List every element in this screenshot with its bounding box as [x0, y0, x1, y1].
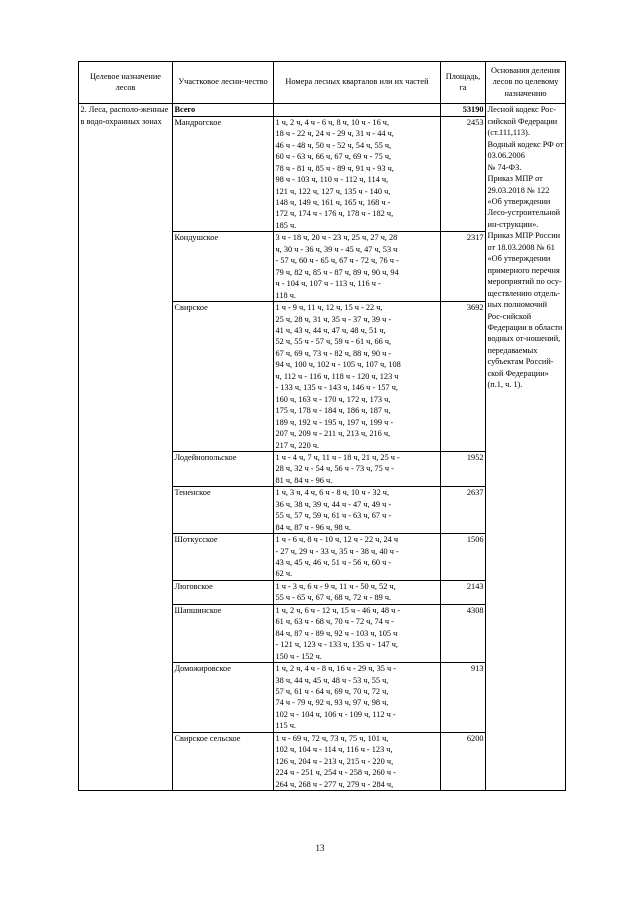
- quarter-line: 36 ч, 38 ч, 39 ч, 44 ч - 47 ч, 49 ч -: [275, 499, 392, 509]
- forestry-name: Шапшинское: [173, 604, 274, 662]
- area-value: 2143: [441, 580, 486, 604]
- forestry-name: Люговское: [173, 580, 274, 604]
- quarter-line: 25 ч, 28 ч, 31 ч, 35 ч - 37 ч, 39 ч -: [275, 314, 392, 324]
- quarter-numbers: [274, 232, 441, 302]
- quarter-numbers: [274, 732, 441, 790]
- quarter-line: ч, 112 ч - 116 ч, 118 ч - 120 ч, 123 ч: [275, 371, 399, 381]
- forestry-name: Шоткусское: [173, 534, 274, 581]
- quarter-numbers: [274, 663, 441, 733]
- quarter-line: 98 ч - 103 ч, 110 ч - 112 ч, 114 ч,: [275, 175, 389, 185]
- quarter-line: 41 ч, 43 ч, 44 ч, 47 ч, 48 ч, 51 ч,: [275, 325, 386, 335]
- quarter-line: 189 ч, 192 ч - 195 ч, 197 ч, 199 ч -: [275, 417, 394, 427]
- quarter-line: 46 ч - 48 ч, 50 ч - 52 ч, 54 ч, 55 ч,: [275, 140, 392, 150]
- total-quarters: [274, 104, 441, 116]
- total-row: [79, 104, 566, 116]
- quarter-line: 28 ч, 32 ч - 54 ч, 56 ч - 73 ч, 75 ч -: [275, 464, 394, 474]
- quarter-line: 55 ч, 57 ч, 59 ч, 61 ч - 63 ч, 67 ч -: [275, 511, 392, 521]
- area-value: 3692: [441, 302, 486, 452]
- quarter-numbers: [274, 116, 441, 232]
- purpose-cell: 2. Леса, располо-женные в водо-охранных зонах: [79, 104, 173, 791]
- quarter-line: - 121 ч, 123 ч - 133 ч, 135 ч - 147 ч,: [275, 640, 398, 650]
- basis-paragraph: № 74-ФЗ.: [487, 162, 522, 172]
- area-value: 2637: [441, 487, 486, 534]
- quarter-line: ч, 30 ч - 36 ч, 39 ч - 45 ч, 47 ч, 53 ч: [275, 244, 398, 254]
- quarter-line: 74 ч - 79 ч, 92 ч, 93 ч, 97 ч, 98 ч,: [275, 698, 389, 708]
- forestry-name: Тененское: [173, 487, 274, 534]
- quarter-numbers: [274, 534, 441, 581]
- quarter-line: ч - 104 ч, 107 ч - 113 ч, 116 ч -: [275, 279, 381, 289]
- total-area: 53190: [441, 104, 486, 116]
- header-purpose: Целевое назначение лесов: [79, 62, 173, 104]
- forestry-name: Свирское сельское: [173, 732, 274, 790]
- quarter-line: 148 ч, 149 ч, 161 ч, 165 ч, 168 ч -: [275, 197, 391, 207]
- total-label: Всего: [173, 104, 274, 116]
- area-value: 913: [441, 663, 486, 733]
- quarter-line: 1 ч, 2 ч, 6 ч - 12 ч, 15 ч - 46 ч, 48 ч -: [275, 605, 401, 615]
- area-value: 2453: [441, 116, 486, 232]
- header-area: Площадь, га: [441, 62, 486, 104]
- quarter-line: 1 ч - 3 ч, 6 ч - 9 ч, 11 ч - 50 ч, 52 ч,: [275, 581, 396, 591]
- quarter-line: 67 ч, 69 ч, 73 ч - 82 ч, 88 ч, 90 ч -: [275, 348, 392, 358]
- quarter-line: 61 ч, 63 ч - 68 ч, 70 ч - 72 ч, 74 ч -: [275, 617, 394, 627]
- quarter-line: 55 ч - 65 ч, 67 ч, 68 ч, 72 ч - 89 ч.: [275, 593, 392, 603]
- quarter-line: 207 ч, 209 ч - 211 ч, 213 ч, 216 ч,: [275, 429, 391, 439]
- forestry-name: Кондушское: [173, 232, 274, 302]
- quarter-line: 217 ч, 220 ч.: [275, 440, 320, 450]
- header-quarters: Номера лесных кварталов или их частей: [274, 62, 441, 104]
- quarter-line: 185 ч.: [275, 220, 297, 230]
- quarter-line: 18 ч - 22 ч, 24 ч - 29 ч, 31 ч - 44 ч,: [275, 129, 394, 139]
- quarter-line: 1 ч, 2 ч, 4 ч - 6 ч, 8 ч, 10 ч - 16 ч,: [275, 117, 390, 127]
- quarter-line: 38 ч, 44 ч, 45 ч, 48 ч - 53 ч, 55 ч,: [275, 675, 389, 685]
- area-value: 6200: [441, 732, 486, 790]
- area-value: 2317: [441, 232, 486, 302]
- quarter-line: 224 ч - 251 ч, 254 ч - 258 ч, 260 ч -: [275, 768, 396, 778]
- forestry-name: Свирское: [173, 302, 274, 452]
- basis-paragraph: Лесной кодекс Рос-сийской Федерации (ст.111,113).: [487, 105, 558, 138]
- quarter-line: 126 ч, 204 ч - 213 ч, 215 ч - 220 ч,: [275, 756, 394, 766]
- quarter-line: 1 ч - 69 ч, 72 ч, 73 ч, 75 ч, 101 ч,: [275, 733, 389, 743]
- quarter-line: 172 ч, 174 ч - 176 ч, 178 ч - 182 ч,: [275, 209, 394, 219]
- basis-cell: [486, 104, 566, 791]
- quarter-line: 115 ч.: [275, 721, 296, 731]
- page-number: 13: [315, 843, 325, 853]
- quarter-line: 84 ч, 87 ч - 96 ч, 98 ч.: [275, 522, 351, 532]
- quarter-numbers: [274, 604, 441, 662]
- quarter-line: 160 ч, 163 ч - 170 ч, 172 ч, 173 ч,: [275, 394, 391, 404]
- quarter-line: 118 ч.: [275, 290, 296, 300]
- quarter-line: - 27 ч, 29 ч - 33 ч, 35 ч - 38 ч, 40 ч -: [275, 546, 399, 556]
- basis-paragraph: Водный кодекс РФ от 03.06.2006: [487, 139, 564, 161]
- quarter-line: 102 ч, 104 ч - 114 ч, 116 ч - 123 ч,: [275, 745, 393, 755]
- header-forestry: Участковое лесни-чество: [173, 62, 274, 104]
- quarter-line: 3 ч - 18 ч, 20 ч - 23 ч, 25 ч, 27 ч, 28: [275, 233, 398, 243]
- basis-paragraph: Приказ МПР России от 18.03.2008 № 61 «Об утверждении примерного перечня мероприятий по осу-ществлению отдель-ных полномочий Рос-сийской Федерации в области водных от-ношений, передаваемых субъектам Россий-ской Федерации» (п.1, ч. 1).: [487, 231, 563, 390]
- table-header-row: [79, 62, 566, 104]
- quarter-line: 1 ч - 6 ч, 8 ч - 10 ч, 12 ч - 22 ч, 24 ч: [275, 535, 399, 545]
- quarter-numbers: [274, 302, 441, 452]
- quarter-line: 62 ч.: [275, 569, 293, 579]
- quarter-line: 121 ч, 122 ч, 127 ч, 135 ч - 140 ч,: [275, 186, 391, 196]
- quarter-line: 1 ч, 2 ч, 4 ч - 8 ч, 16 ч - 29 ч, 35 ч -: [275, 664, 396, 674]
- quarter-line: 175 ч, 178 ч - 184 ч, 186 ч, 187 ч,: [275, 406, 391, 416]
- forest-zoning-table: [78, 61, 566, 791]
- quarter-line: 264 ч, 268 ч - 277 ч, 279 ч - 284 ч,: [275, 779, 394, 789]
- quarter-line: 1 ч - 9 ч, 11 ч, 12 ч, 15 ч - 22 ч,: [275, 303, 383, 313]
- basis-paragraph: Приказ МПР от 29.03.2018 № 122 «Об утверждении Лесо-устроительной ин-струкции».: [487, 174, 561, 229]
- quarter-line: 81 ч, 84 ч - 96 ч.: [275, 475, 333, 485]
- area-value: 4308: [441, 604, 486, 662]
- quarter-numbers: [274, 451, 441, 486]
- quarter-line: 60 ч - 63 ч, 66 ч, 67 ч, 69 ч - 75 ч,: [275, 152, 392, 162]
- quarter-line: 102 ч - 104 ч, 106 ч - 109 ч, 112 ч -: [275, 709, 396, 719]
- quarter-line: - 57 ч, 60 ч - 65 ч, 67 ч - 72 ч, 76 ч -: [275, 256, 399, 266]
- quarter-line: 78 ч - 81 ч, 85 ч - 89 ч, 91 ч - 93 ч,: [275, 163, 394, 173]
- forestry-name: Доможировское: [173, 663, 274, 733]
- quarter-line: 79 ч, 82 ч, 85 ч - 87 ч, 89 ч, 90 ч, 94: [275, 267, 399, 277]
- quarter-line: 1 ч, 3 ч, 4 ч, 6 ч - 8 ч, 10 ч - 32 ч,: [275, 488, 390, 498]
- header-basis: Основания деления лесов по целевому назначению: [486, 62, 566, 104]
- quarter-line: 94 ч, 100 ч, 102 ч - 105 ч, 107 ч, 108: [275, 360, 401, 370]
- area-value: 1952: [441, 451, 486, 486]
- quarter-line: 1 ч - 4 ч, 7 ч, 11 ч - 18 ч, 21 ч, 25 ч -: [275, 452, 400, 462]
- quarter-line: - 133 ч, 135 ч - 143 ч, 146 ч - 157 ч,: [275, 383, 398, 393]
- quarter-numbers: [274, 580, 441, 604]
- forestry-name: Мандрогское: [173, 116, 274, 232]
- quarter-line: 57 ч, 61 ч - 64 ч, 69 ч, 70 ч, 72 ч,: [275, 687, 389, 697]
- area-value: 1506: [441, 534, 486, 581]
- quarter-line: 52 ч, 55 ч - 57 ч, 59 ч - 61 ч, 66 ч,: [275, 337, 392, 347]
- quarter-line: 150 ч - 152 ч.: [275, 651, 322, 661]
- quarter-line: 43 ч, 45 ч, 46 ч, 51 ч - 56 ч, 60 ч -: [275, 558, 392, 568]
- forestry-name: Лодейнопольское: [173, 451, 274, 486]
- quarter-numbers: [274, 487, 441, 534]
- quarter-line: 84 ч, 87 ч - 89 ч, 92 ч - 103 ч, 105 ч: [275, 628, 398, 638]
